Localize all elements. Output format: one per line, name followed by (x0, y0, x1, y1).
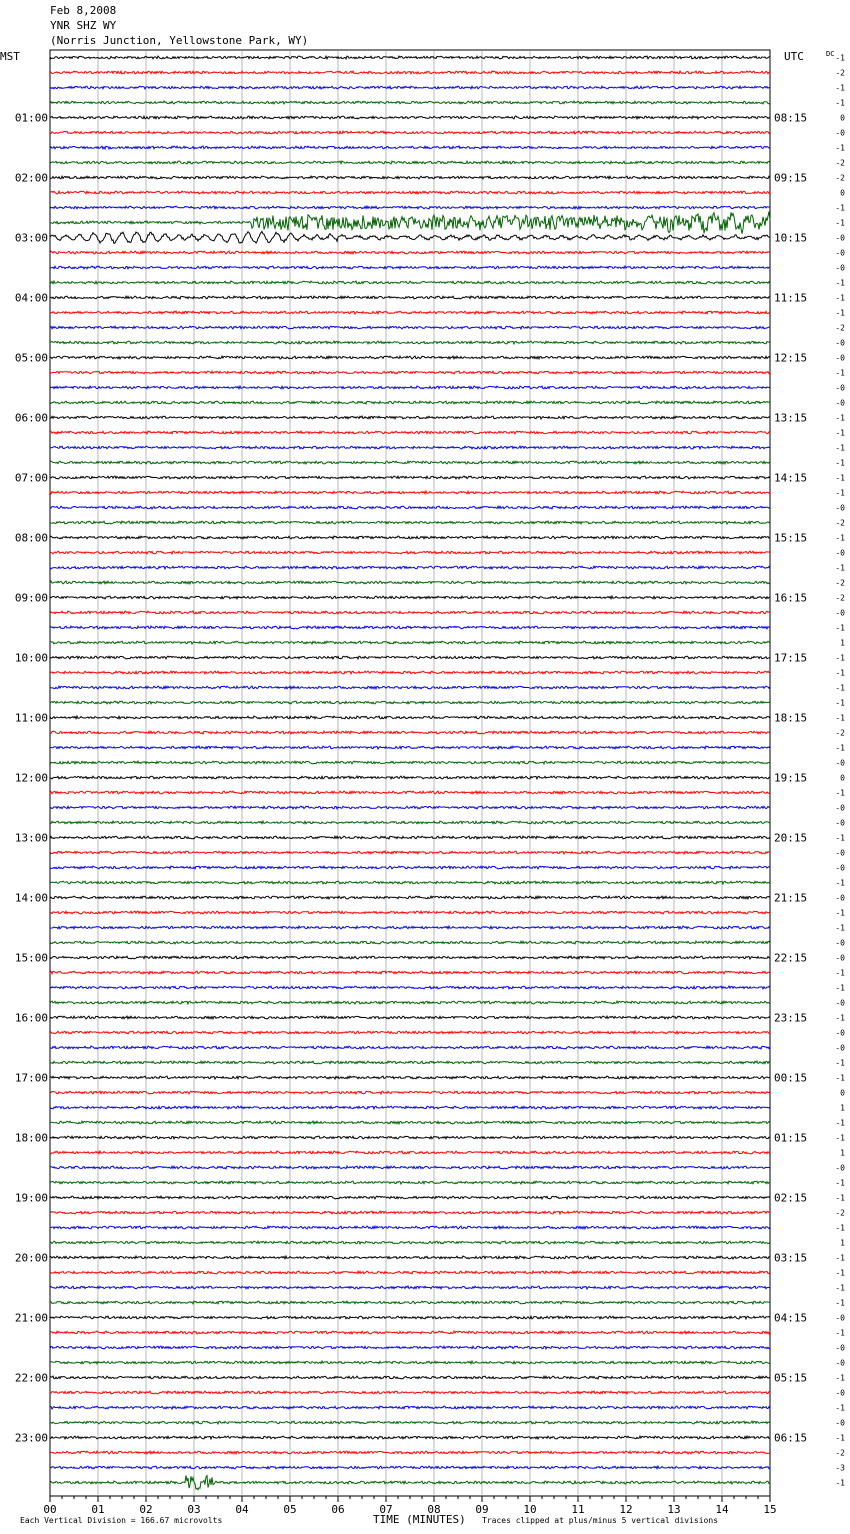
dc-offset-label: -0 (835, 1343, 845, 1353)
dc-offset-label: -0 (835, 848, 845, 858)
trace-line (50, 761, 770, 764)
trace-line (50, 1106, 770, 1109)
dc-offset-label: -1 (835, 983, 845, 993)
dc-offset-label: -0 (835, 1388, 845, 1398)
dc-offset-label: -0 (835, 1163, 845, 1173)
mst-hour-label: 12:00 (14, 771, 48, 785)
x-tick-label: 13 (667, 1503, 681, 1516)
trace-line (50, 371, 770, 374)
trace-line (50, 232, 770, 244)
trace-line (50, 161, 770, 164)
mst-hour-label: 06:00 (14, 411, 48, 425)
utc-hour-label: 14:15 (774, 471, 808, 485)
trace-line (50, 416, 770, 419)
x-tick-label: 04 (235, 1503, 249, 1516)
trace-line (50, 431, 770, 434)
dc-offset-label: -0 (835, 383, 845, 393)
dc-offset-label: -0 (835, 893, 845, 903)
x-tick-label: 11 (571, 1503, 585, 1516)
trace-line (50, 1241, 770, 1244)
trace-line (50, 1346, 770, 1349)
dc-offset-label: -0 (835, 953, 845, 963)
dc-offset-label: -1 (835, 53, 845, 63)
trace-line (50, 1181, 770, 1184)
trace-line (50, 851, 770, 854)
dc-offset-label: -1 (835, 83, 845, 93)
trace-line (50, 356, 770, 359)
trace-line (50, 1361, 770, 1364)
dc-offset-label: -0 (835, 503, 845, 513)
x-tick-label: 09 (475, 1503, 489, 1516)
dc-offset-label: -0 (835, 1418, 845, 1428)
trace-line (50, 566, 770, 569)
trace-line (50, 776, 770, 779)
trace-line (50, 101, 770, 104)
trace-line (50, 1121, 770, 1124)
dc-offset-label: -2 (835, 68, 845, 78)
dc-offset-label: -1 (835, 308, 845, 318)
trace-line (50, 986, 770, 989)
dc-offset-label: -1 (835, 1478, 845, 1488)
utc-axis-label: UTC (784, 50, 804, 63)
utc-hour-label: 00:15 (774, 1071, 808, 1085)
mst-hour-label: 04:00 (14, 291, 48, 305)
dc-offset-label: -1 (835, 1433, 845, 1443)
mst-hour-label: 19:00 (14, 1191, 48, 1205)
trace-line (50, 311, 770, 314)
header-station: YNR SHZ WY (50, 19, 117, 32)
dc-offset-label: -0 (835, 938, 845, 948)
trace-line (50, 896, 770, 899)
dc-offset-label: -0 (835, 1043, 845, 1053)
trace-line (50, 701, 770, 704)
dc-offset-label: -2 (835, 593, 845, 603)
dc-offset-label: -1 (835, 1328, 845, 1338)
dc-offset-label: -1 (835, 968, 845, 978)
utc-hour-label: 16:15 (774, 591, 808, 605)
x-tick-label: 10 (523, 1503, 537, 1516)
trace-line (50, 491, 770, 494)
dc-offset-label: -1 (835, 923, 845, 933)
mst-hour-label: 21:00 (14, 1311, 48, 1325)
utc-hour-label: 08:15 (774, 111, 808, 125)
trace-line (50, 176, 770, 179)
trace-line (50, 1451, 770, 1454)
dc-offset-label: -0 (835, 338, 845, 348)
trace-line (50, 86, 770, 89)
dc-offset-label: -1 (835, 203, 845, 213)
x-tick-label: 12 (619, 1503, 633, 1516)
dc-offset-label: -1 (835, 1013, 845, 1023)
utc-hour-label: 15:15 (774, 531, 808, 545)
trace-line (50, 1406, 770, 1409)
trace-line (50, 1316, 770, 1319)
utc-hour-label: 04:15 (774, 1311, 808, 1325)
utc-hour-label: 01:15 (774, 1131, 808, 1145)
trace-line (50, 1226, 770, 1229)
utc-hour-label: 23:15 (774, 1011, 808, 1025)
dc-offset-label: -1 (835, 713, 845, 723)
x-tick-label: 15 (763, 1503, 777, 1516)
dc-offset-label: -1 (835, 1403, 845, 1413)
dc-offset-label: -0 (835, 863, 845, 873)
trace-line (50, 1436, 770, 1439)
x-tick-label: 02 (139, 1503, 153, 1516)
dc-offset-label: -0 (835, 263, 845, 273)
trace-line (50, 326, 770, 329)
x-tick-label: 03 (187, 1503, 201, 1516)
mst-hour-label: 13:00 (14, 831, 48, 845)
trace-line (50, 806, 770, 809)
dc-offset-label: -1 (835, 278, 845, 288)
utc-hour-label: 02:15 (774, 1191, 808, 1205)
utc-hour-label: 12:15 (774, 351, 808, 365)
trace-line (50, 641, 770, 644)
dc-offset-label: 1 (840, 1148, 845, 1158)
dc-offset-label: -2 (835, 173, 845, 183)
trace-line (50, 1016, 770, 1019)
trace-line (50, 1061, 770, 1064)
dc-axis-label: DC (826, 50, 835, 58)
x-tick-label: 05 (283, 1503, 297, 1516)
dc-offset-label: -1 (835, 98, 845, 108)
trace-line (50, 446, 770, 449)
dc-offset-label: -1 (835, 1373, 845, 1383)
trace-line (50, 1211, 770, 1214)
trace-line (50, 971, 770, 974)
trace-line (50, 836, 770, 839)
trace-line (50, 1271, 770, 1274)
dc-offset-label: -0 (835, 233, 845, 243)
dc-offset-label: -1 (835, 563, 845, 573)
trace-line (50, 746, 770, 749)
mst-axis-label: MST (0, 50, 20, 63)
dc-offset-label: -1 (835, 788, 845, 798)
utc-hour-label: 10:15 (774, 231, 808, 245)
utc-hour-label: 18:15 (774, 711, 808, 725)
dc-offset-label: -1 (835, 653, 845, 663)
dc-offset-label: -1 (835, 473, 845, 483)
trace-line (50, 386, 770, 389)
utc-hour-label: 17:15 (774, 651, 808, 665)
dc-offset-label: -1 (835, 458, 845, 468)
dc-offset-label: -0 (835, 353, 845, 363)
dc-offset-label: 0 (840, 773, 845, 783)
dc-offset-label: -1 (835, 428, 845, 438)
trace-line (50, 1046, 770, 1049)
dc-offset-label: -2 (835, 518, 845, 528)
dc-offset-label: -0 (835, 248, 845, 258)
trace-line (50, 1076, 770, 1079)
dc-offset-label: -1 (835, 1298, 845, 1308)
mst-hour-label: 01:00 (14, 111, 48, 125)
x-tick-label: 07 (379, 1503, 393, 1516)
dc-offset-label: 1 (840, 1103, 845, 1113)
dc-offset-label: -1 (835, 878, 845, 888)
utc-hour-label: 22:15 (774, 951, 808, 965)
trace-line (50, 536, 770, 539)
mst-hour-label: 16:00 (14, 1011, 48, 1025)
dc-offset-label: -1 (835, 368, 845, 378)
trace-line (50, 626, 770, 629)
dc-offset-label: -1 (835, 218, 845, 228)
dc-offset-label: -1 (835, 143, 845, 153)
trace-line (50, 716, 770, 719)
trace-line (50, 461, 770, 464)
dc-offset-label: -2 (835, 323, 845, 333)
dc-offset-label: -3 (835, 1463, 845, 1473)
dc-offset-label: -0 (835, 608, 845, 618)
dc-offset-label: -1 (835, 683, 845, 693)
dc-offset-label: 0 (840, 1088, 845, 1098)
dc-offset-label: -1 (835, 1058, 845, 1068)
trace-line (50, 401, 770, 404)
dc-offset-label: -2 (835, 578, 845, 588)
dc-offset-label: -1 (835, 908, 845, 918)
trace-line (50, 926, 770, 929)
trace-line (50, 146, 770, 149)
dc-offset-label: -0 (835, 998, 845, 1008)
dc-offset-label: -0 (835, 548, 845, 558)
trace-line (50, 1301, 770, 1304)
trace-line (50, 596, 770, 599)
trace-line (50, 551, 770, 554)
header-date: Feb 8,2008 (50, 4, 117, 17)
dc-offset-label: -1 (835, 833, 845, 843)
dc-offset-label: -1 (835, 1073, 845, 1083)
trace-line (50, 1151, 770, 1154)
trace-line (50, 911, 770, 914)
dc-offset-label: -1 (835, 1178, 845, 1188)
trace-line (50, 1421, 770, 1424)
dc-offset-label: -0 (835, 1358, 845, 1368)
mst-hour-label: 11:00 (14, 711, 48, 725)
trace-line (50, 1091, 770, 1094)
trace-line (50, 791, 770, 794)
mst-hour-label: 02:00 (14, 171, 48, 185)
trace-line (50, 1031, 770, 1034)
dc-offset-label: -0 (835, 818, 845, 828)
trace-line (50, 686, 770, 689)
dc-offset-label: 0 (840, 113, 845, 123)
dc-offset-label: -2 (835, 1448, 845, 1458)
dc-offset-label: -1 (835, 623, 845, 633)
x-tick-label: 00 (43, 1503, 57, 1516)
dc-offset-label: -1 (835, 1253, 845, 1263)
trace-line (50, 476, 770, 479)
x-tick-label: 14 (715, 1503, 729, 1516)
trace-line (50, 941, 770, 944)
utc-hour-label: 03:15 (774, 1251, 808, 1265)
trace-line (50, 1166, 770, 1169)
utc-hour-label: 11:15 (774, 291, 808, 305)
trace-line (50, 1466, 770, 1469)
x-tick-label: 06 (331, 1503, 345, 1516)
trace-line (50, 1476, 770, 1490)
utc-hour-label: 13:15 (774, 411, 808, 425)
trace-line (50, 116, 770, 119)
trace-line (50, 1136, 770, 1139)
x-axis-title: TIME (MINUTES) (373, 1513, 466, 1526)
dc-offset-label: -1 (835, 698, 845, 708)
dc-offset-label: -1 (835, 743, 845, 753)
trace-line (50, 1001, 770, 1004)
utc-hour-label: 06:15 (774, 1431, 808, 1445)
utc-hour-label: 09:15 (774, 171, 808, 185)
mst-hour-label: 22:00 (14, 1371, 48, 1385)
trace-line (50, 1331, 770, 1334)
trace-line (50, 266, 770, 269)
dc-offset-label: -1 (835, 293, 845, 303)
utc-hour-label: 19:15 (774, 771, 808, 785)
trace-line (50, 212, 770, 234)
dc-offset-label: 0 (840, 188, 845, 198)
mst-hour-label: 07:00 (14, 471, 48, 485)
dc-offset-label: -1 (835, 1223, 845, 1233)
mst-hour-label: 05:00 (14, 351, 48, 365)
dc-offset-label: -1 (835, 488, 845, 498)
dc-offset-label: 1 (840, 638, 845, 648)
trace-line (50, 1391, 770, 1394)
header-location: (Norris Junction, Yellowstone Park, WY) (50, 34, 309, 47)
dc-offset-label: -1 (835, 533, 845, 543)
dc-offset-label: -1 (835, 1283, 845, 1293)
trace-line (50, 56, 770, 59)
trace-line (50, 821, 770, 824)
trace-line (50, 1286, 770, 1289)
trace-line (50, 296, 770, 299)
trace-line (50, 731, 770, 734)
trace-line (50, 656, 770, 659)
dc-offset-label: -2 (835, 1208, 845, 1218)
trace-line (50, 671, 770, 674)
dc-offset-label: -1 (835, 413, 845, 423)
trace-line (50, 866, 770, 869)
trace-line (50, 281, 770, 284)
footer-scale: Each Vertical Division = 166.67 microvolts (20, 1516, 223, 1525)
dc-offset-label: -0 (835, 1028, 845, 1038)
dc-offset-label: -0 (835, 758, 845, 768)
mst-hour-label: 20:00 (14, 1251, 48, 1265)
trace-line (50, 1196, 770, 1199)
trace-line (50, 581, 770, 584)
mst-hour-label: 09:00 (14, 591, 48, 605)
utc-hour-label: 20:15 (774, 831, 808, 845)
x-tick-label: 08 (427, 1503, 441, 1516)
trace-line (50, 1256, 770, 1259)
dc-offset-label: 1 (840, 1238, 845, 1248)
dc-offset-label: -0 (835, 803, 845, 813)
utc-hour-label: 05:15 (774, 1371, 808, 1385)
trace-line (50, 71, 770, 74)
utc-hour-label: 21:15 (774, 891, 808, 905)
mst-hour-label: 08:00 (14, 531, 48, 545)
dc-offset-label: -1 (835, 668, 845, 678)
mst-hour-label: 10:00 (14, 651, 48, 665)
dc-offset-label: -1 (835, 1268, 845, 1278)
dc-offset-label: -0 (835, 398, 845, 408)
trace-line (50, 341, 770, 344)
x-tick-label: 01 (91, 1503, 105, 1516)
mst-hour-label: 23:00 (14, 1431, 48, 1445)
mst-hour-label: 17:00 (14, 1071, 48, 1085)
footer-clip: Traces clipped at plus/minus 5 vertical divisions (482, 1516, 719, 1525)
trace-line (50, 956, 770, 959)
trace-line (50, 506, 770, 509)
dc-offset-label: -1 (835, 1118, 845, 1128)
dc-offset-label: -0 (835, 1313, 845, 1323)
trace-line (50, 206, 770, 209)
dc-offset-label: -2 (835, 728, 845, 738)
trace-line (50, 1376, 770, 1379)
mst-hour-label: 18:00 (14, 1131, 48, 1145)
trace-line (50, 611, 770, 614)
mst-hour-label: 03:00 (14, 231, 48, 245)
dc-offset-label: -1 (835, 1133, 845, 1143)
trace-line (50, 251, 770, 254)
mst-hour-label: 15:00 (14, 951, 48, 965)
dc-offset-label: -0 (835, 128, 845, 138)
dc-offset-label: -1 (835, 1193, 845, 1203)
trace-line (50, 521, 770, 524)
trace-line (50, 881, 770, 884)
dc-offset-label: -2 (835, 158, 845, 168)
trace-line (50, 191, 770, 194)
dc-offset-label: -1 (835, 443, 845, 453)
trace-line (50, 131, 770, 134)
mst-hour-label: 14:00 (14, 891, 48, 905)
